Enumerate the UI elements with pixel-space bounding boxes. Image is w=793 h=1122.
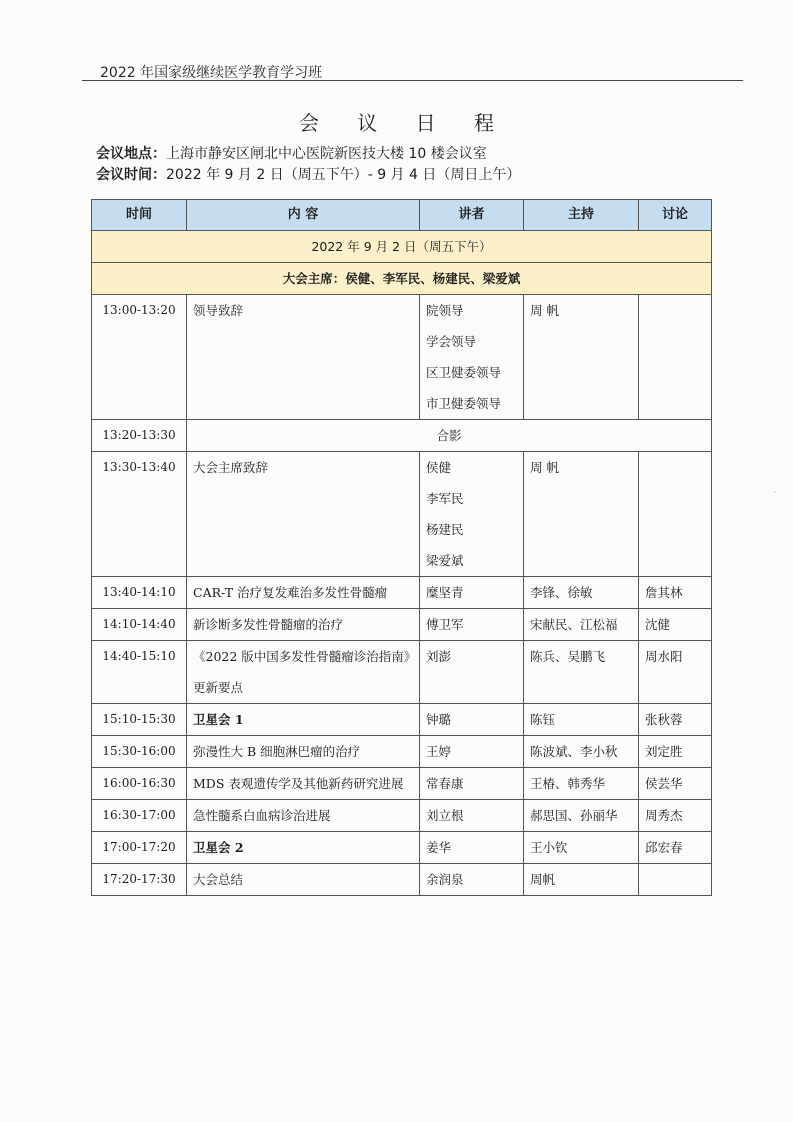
chairs-row xyxy=(92,263,712,295)
session-content: MDS 表观遗传学及其他新药研究进展 xyxy=(187,768,420,800)
session-speaker xyxy=(420,768,524,800)
table-row xyxy=(92,768,712,800)
session-content: 领导致辞 xyxy=(187,295,420,420)
session-discussant: 张秋蓉 xyxy=(639,704,712,736)
page-title: 会 议 日 程 xyxy=(298,111,511,135)
session-content: 弥漫性大 B 细胞淋巴瘤的治疗 xyxy=(187,736,420,768)
session-content: 《2022 版中国多发性骨髓瘤诊治指南》更新要点 xyxy=(187,641,420,704)
speaker-name: 糜坚青 xyxy=(426,585,464,600)
table-row xyxy=(92,832,712,864)
column-header-discussion: 讨论 xyxy=(639,200,712,231)
session-speaker xyxy=(420,736,524,768)
session-host: 陈兵、吴鹏飞 xyxy=(524,641,639,704)
column-header-time: 时间 xyxy=(92,200,187,231)
session-discussant: 沈健 xyxy=(639,609,712,641)
session-time: 15:30-16:00 xyxy=(92,736,187,768)
speaker-name: 院领导 xyxy=(426,303,464,318)
session-speaker xyxy=(420,452,524,577)
session-host: 陈波斌、李小秋 xyxy=(524,736,639,768)
table-row xyxy=(92,864,712,896)
session-speaker xyxy=(420,609,524,641)
session-speaker xyxy=(420,704,524,736)
session-discussant: 詹其林 xyxy=(639,577,712,609)
table-header-row xyxy=(92,200,712,231)
header-rule xyxy=(82,80,743,81)
time-value: 2022 年 9 月 2 日（周五下午）- 9 月 4 日（周日上午） xyxy=(166,167,521,183)
column-header-content: 内 容 xyxy=(187,200,420,231)
session-discussant xyxy=(639,452,712,577)
session-discussant: 邱宏春 xyxy=(639,832,712,864)
table-row xyxy=(92,704,712,736)
column-header-speaker: 讲者 xyxy=(420,200,524,231)
time-label: 会议时间： xyxy=(96,167,166,183)
speaker-name: 梁爱斌 xyxy=(426,553,464,568)
speaker-name: 钟璐 xyxy=(426,712,452,727)
speaker-name: 市卫健委领导 xyxy=(426,396,502,411)
table-row xyxy=(92,641,712,704)
table-row xyxy=(92,452,712,577)
table-row xyxy=(92,609,712,641)
session-time: 17:20-17:30 xyxy=(92,864,187,896)
schedule-table xyxy=(91,199,712,896)
session-content: 卫星会 2 xyxy=(187,832,420,864)
speaker-name: 杨建民 xyxy=(426,522,464,537)
session-discussant: 周水阳 xyxy=(639,641,712,704)
session-content: 新诊断多发性骨髓瘤的治疗 xyxy=(187,609,420,641)
session-host: 周 帆 xyxy=(524,295,639,420)
session-time: 16:30-17:00 xyxy=(92,800,187,832)
speaker-name: 余润泉 xyxy=(426,872,464,887)
location-label: 会议地点： xyxy=(96,146,166,162)
table-row xyxy=(92,295,712,420)
session-host: 王椿、韩秀华 xyxy=(524,768,639,800)
session-time: 13:30-13:40 xyxy=(92,452,187,577)
meeting-location xyxy=(96,143,487,163)
table-row xyxy=(92,736,712,768)
session-speaker xyxy=(420,641,524,704)
table-row xyxy=(92,577,712,609)
speaker-name: 傅卫军 xyxy=(426,617,464,632)
speaker-name: 李军民 xyxy=(426,491,464,506)
session-host: 周帆 xyxy=(524,864,639,896)
location-value: 上海市静安区闸北中心医院新医技大楼 10 楼会议室 xyxy=(166,146,487,162)
speaker-name: 侯健 xyxy=(426,460,452,475)
session-discussant: 侯芸华 xyxy=(639,768,712,800)
speaker-name: 刘澎 xyxy=(426,649,452,664)
day-label: 2022 年 9 月 2 日（周五下午） xyxy=(92,231,712,263)
session-time: 15:10-15:30 xyxy=(92,704,187,736)
chairs-label: 大会主席：侯健、李军民、杨建民、梁爱斌 xyxy=(92,263,712,295)
session-content: 大会主席致辞 xyxy=(187,452,420,577)
speaker-name: 常春康 xyxy=(426,776,464,791)
session-content: 卫星会 1 xyxy=(187,704,420,736)
table-row xyxy=(92,800,712,832)
speaker-name: 区卫健委领导 xyxy=(426,365,502,380)
session-host: 郝思国、孙丽华 xyxy=(524,800,639,832)
session-time: 14:10-14:40 xyxy=(92,609,187,641)
session-time: 13:20-13:30 xyxy=(92,420,187,452)
page-header: 2022 年国家级继续医学教育学习班 xyxy=(100,65,323,81)
session-speaker xyxy=(420,577,524,609)
table-row xyxy=(92,420,712,452)
session-speaker xyxy=(420,295,524,420)
speaker-name: 刘立根 xyxy=(426,808,464,823)
session-merged: 合影 xyxy=(187,420,712,452)
speaker-name: 学会领导 xyxy=(426,334,477,349)
session-content: CAR-T 治疗复发难治多发性骨髓瘤 xyxy=(187,577,420,609)
session-speaker xyxy=(420,832,524,864)
session-time: 13:00-13:20 xyxy=(92,295,187,420)
session-host: 宋献民、江松福 xyxy=(524,609,639,641)
session-time: 13:40-14:10 xyxy=(92,577,187,609)
session-discussant: 刘定胜 xyxy=(639,736,712,768)
session-time: 17:00-17:20 xyxy=(92,832,187,864)
session-discussant: 周秀杰 xyxy=(639,800,712,832)
speaker-name: 姜华 xyxy=(426,840,452,855)
speaker-name: 王婷 xyxy=(426,744,452,759)
session-speaker xyxy=(420,864,524,896)
session-discussant xyxy=(639,295,712,420)
session-content: 急性髓系白血病诊治进展 xyxy=(187,800,420,832)
session-time: 14:40-15:10 xyxy=(92,641,187,704)
session-host: 王小钦 xyxy=(524,832,639,864)
session-discussant xyxy=(639,864,712,896)
session-content: 大会总结 xyxy=(187,864,420,896)
session-host: 陈钰 xyxy=(524,704,639,736)
meeting-time xyxy=(96,164,520,184)
session-host: 李锋、徐敏 xyxy=(524,577,639,609)
day-row xyxy=(92,231,712,263)
column-header-host: 主持 xyxy=(524,200,639,231)
session-speaker xyxy=(420,800,524,832)
edge-mark: · xyxy=(773,488,777,499)
session-host: 周 帆 xyxy=(524,452,639,577)
session-time: 16:00-16:30 xyxy=(92,768,187,800)
